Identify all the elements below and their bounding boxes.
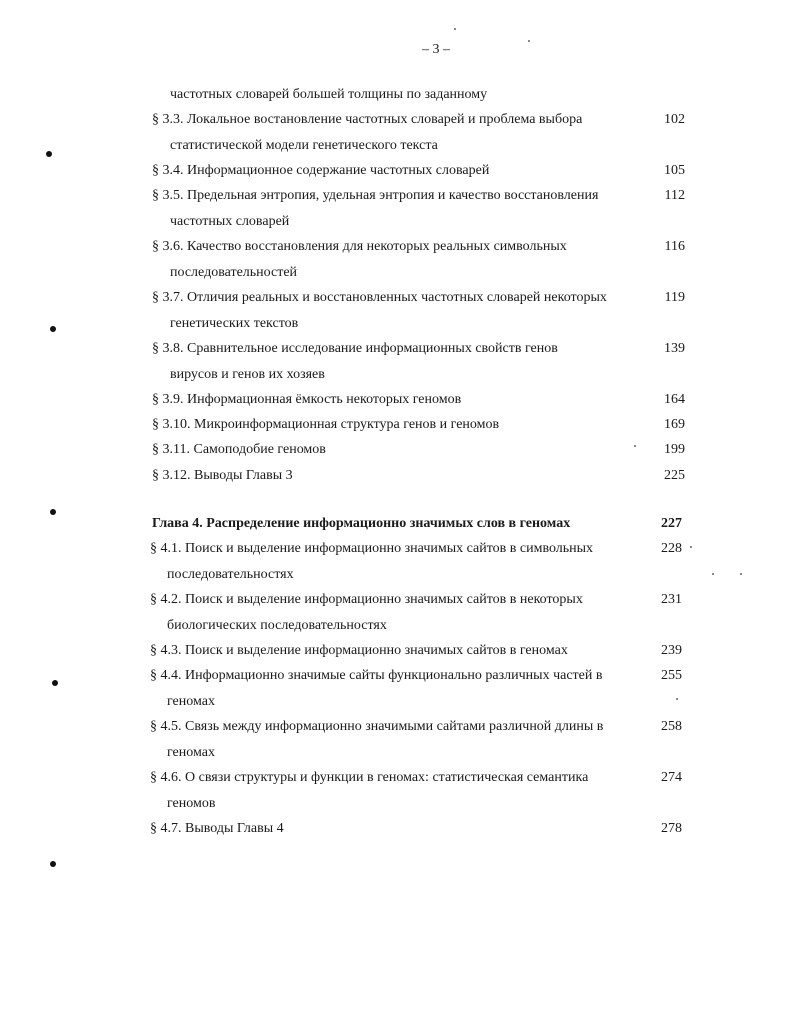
toc-entry-page: 105 (664, 163, 685, 178)
toc-entry-title: § 4.4. Информационно значимые сайты функционально различных частей в (150, 668, 603, 683)
toc-entry-title: § 3.3. Локальное востановление частотных словарей и проблема выбора (152, 112, 583, 127)
toc-entry-page: 278 (661, 821, 682, 836)
toc-entry-title: § 3.9. Информационная ёмкость некоторых геномов (152, 392, 462, 407)
toc-entry-title: § 4.1. Поиск и выделение информационно значимых сайтов в символьных (150, 541, 594, 556)
toc-entry-page: 199 (664, 442, 685, 457)
toc-entry-page: 258 (661, 719, 682, 734)
toc-line: частотных словарей большей толщины по заданному (170, 87, 488, 102)
toc-entry-page: 139 (664, 341, 685, 356)
toc-entry-page: 274 (661, 770, 682, 785)
toc-entry-title: § 4.3. Поиск и выделение информационно значимых сайтов в геномах (150, 643, 568, 658)
toc-entry-page: 239 (661, 643, 682, 658)
toc-entry-title-cont: геномах (167, 694, 215, 709)
toc-entry-title-cont: частотных словарей (170, 214, 290, 229)
punch-hole-mark (50, 509, 56, 515)
punch-hole-mark (50, 326, 56, 332)
toc-chapter-page: 227 (661, 516, 682, 531)
toc-entry-page: 116 (664, 239, 685, 254)
toc-entry-page: 102 (664, 112, 685, 127)
toc-entry-title-cont: последовательностей (170, 265, 298, 280)
toc-chapter-title: Глава 4. Распределение информационно значимых слов в геномах (152, 516, 571, 531)
punch-hole-mark (52, 680, 58, 686)
toc-entry-title-cont: геномов (167, 796, 216, 811)
scan-speck (454, 28, 456, 30)
toc-entry-title: § 4.2. Поиск и выделение информационно значимых сайтов в некоторых (150, 592, 583, 607)
toc-entry-page: 164 (664, 392, 685, 407)
toc-entry-title-cont: генетических текстов (170, 316, 299, 331)
toc-entry-title: § 3.8. Сравнительное исследование информационных свойств генов (152, 341, 558, 356)
toc-entry-title: § 4.5. Связь между информационно значимыми сайтами различной длины в (150, 719, 604, 734)
toc-entry-title-cont: последовательностях (167, 567, 294, 582)
toc-entry-page: 225 (664, 468, 685, 483)
toc-entry-title: § 3.7. Отличия реальных и восстановленных частотных словарей некоторых (152, 290, 607, 305)
toc-entry-title: § 3.12. Выводы Главы 3 (152, 468, 293, 483)
scan-speck (528, 40, 530, 42)
scan-speck (740, 573, 742, 575)
toc-entry-title-cont: геномах (167, 745, 215, 760)
toc-entry-title-cont: статистической модели генетического текста (170, 138, 438, 153)
scan-speck (634, 445, 636, 447)
scan-speck (712, 573, 714, 575)
toc-entry-title: § 3.11. Самоподобие геномов (152, 442, 326, 457)
toc-entry-page: 255 (661, 668, 682, 683)
toc-entry-title: § 3.10. Микроинформационная структура генов и геномов (152, 417, 500, 432)
scan-speck (690, 546, 692, 548)
toc-entry-page: 119 (664, 290, 685, 305)
toc-entry-title: § 3.6. Качество восстановления для некоторых реальных символьных (152, 239, 567, 254)
toc-entry-title: § 3.5. Предельная энтропия, удельная энтропия и качество восстановления (152, 188, 599, 203)
toc-entry-title: § 4.7. Выводы Главы 4 (150, 821, 284, 836)
toc-entry-page: 228 (661, 541, 682, 556)
page-number: – 3 – (422, 42, 450, 57)
toc-entry-title-cont: биологических последовательностях (167, 618, 387, 633)
toc-entry-page: 169 (664, 417, 685, 432)
toc-entry-page: 112 (664, 188, 685, 203)
scan-speck (676, 698, 678, 700)
punch-hole-mark (50, 861, 56, 867)
toc-entry-title-cont: вирусов и генов их хозяев (170, 367, 325, 382)
toc-entry-page: 231 (661, 592, 682, 607)
punch-hole-mark (46, 151, 52, 157)
toc-entry-title: § 4.6. О связи структуры и функции в геномах: статистическая семантика (150, 770, 589, 785)
toc-entry-title: § 3.4. Информационное содержание частотных словарей (152, 163, 490, 178)
